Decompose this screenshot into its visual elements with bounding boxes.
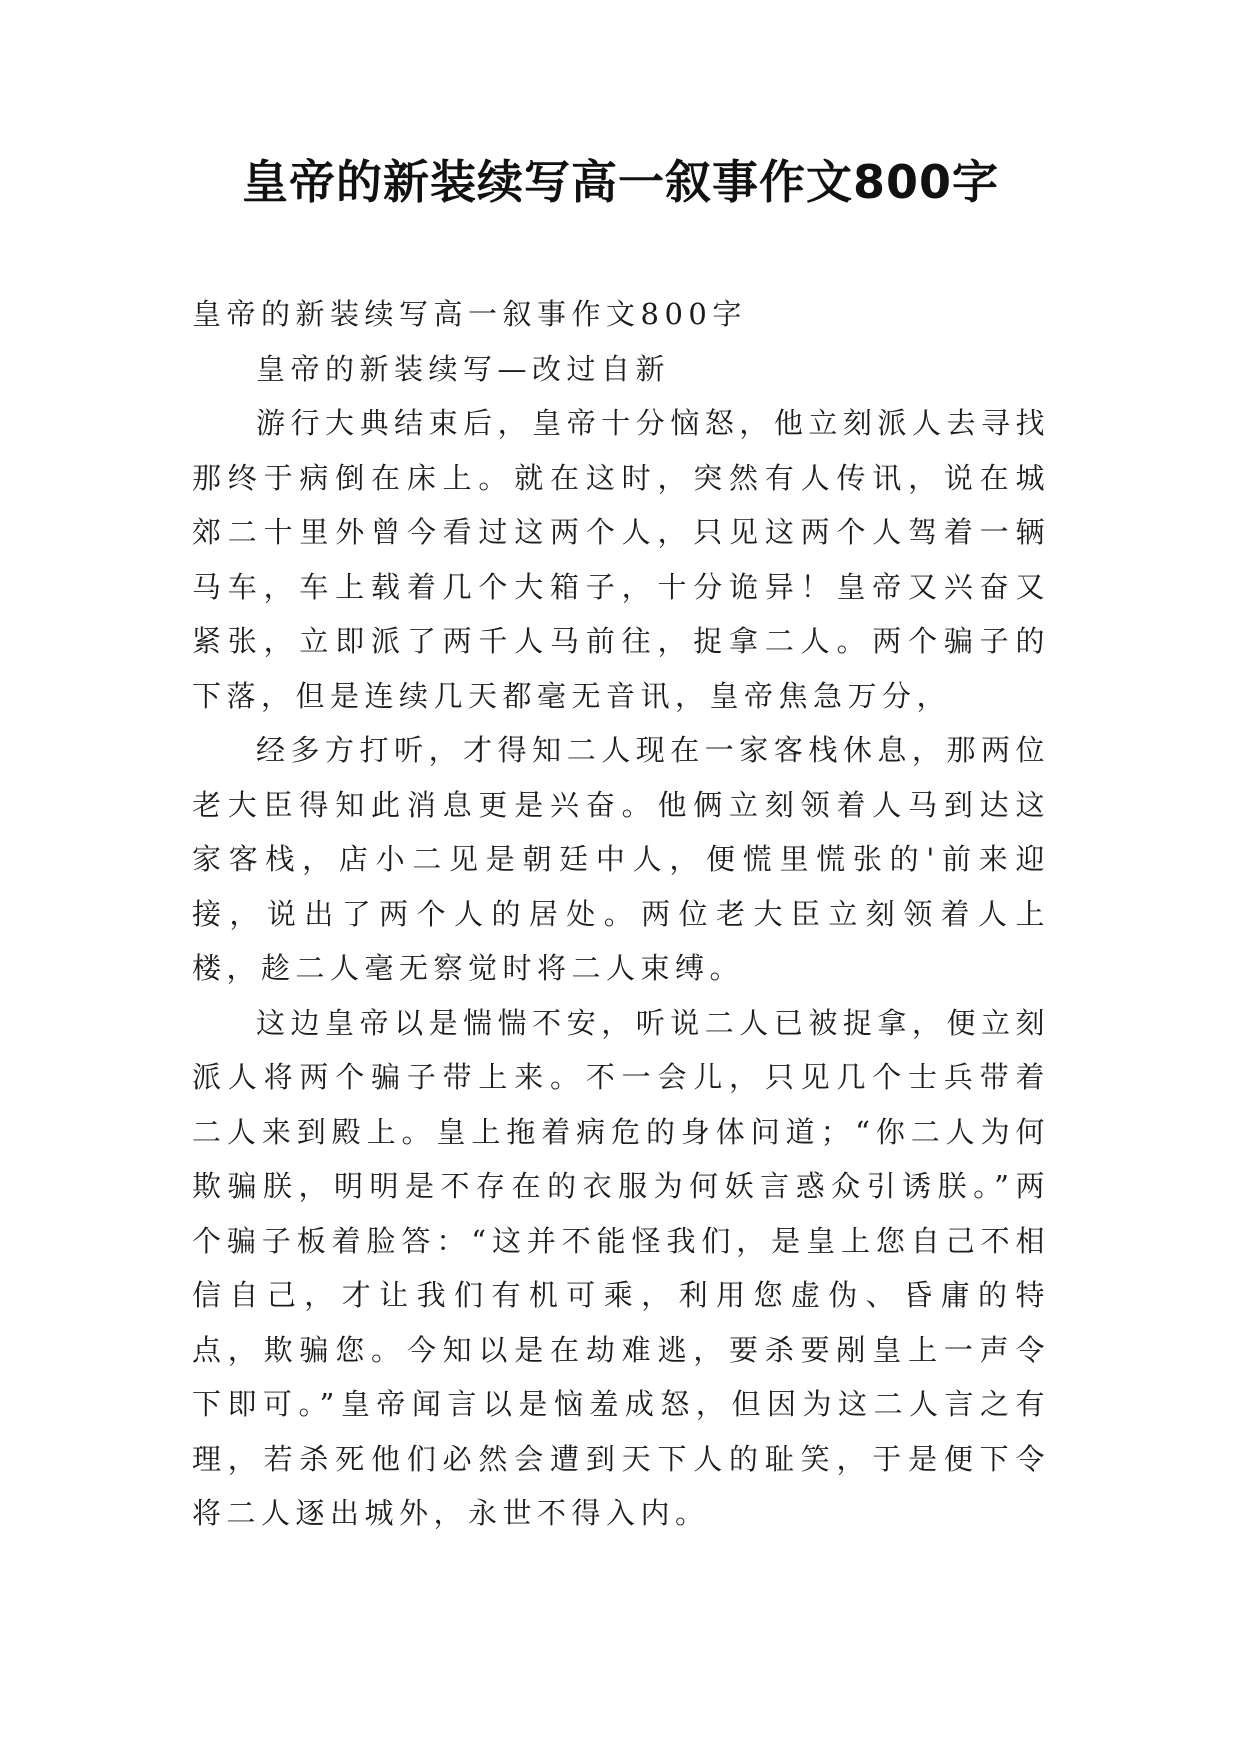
document-body [192,287,1050,1541]
paragraph-subtitle: 皇帝的新装续写—改过自新 [256,351,671,386]
paragraph: 这边皇帝以是惴惴不安，听说二人已被捉拿，便立刻派人将两个骗子带上来。不一会儿，只见几个士兵带着二人来到殿上。皇上拖着病危的身体问道；“你二人为何欺骗朕，明明是不存在的衣服为何妖言惑众引诱朕。”两个骗子板着脸答：“这并不能怪我们，是皇上您自己不相信自己，才让我们有机可乘，利用您虚伪、昏庸的特点，欺骗您。今知以是在劫难逃，要杀要剐皇上一声令下即可。”皇帝闻言以是恼羞成怒，但因为这二人言之有理，若杀死他们必然会遭到天下人的耻笑，于是便下令将二人逐出城外，永世不得入内。 [192,1005,1050,1530]
paragraph: 经多方打听，才得知二人现在一家客栈休息，那两位老大臣得知此消息更是兴奋。他俩立刻领着人马到达这家客栈，店小二见是朝廷中人，便慌里慌张的'前来迎接，说出了两个人的居处。两位老大臣立刻领着人上楼，趁二人毫无察觉时将二人束缚。 [192,733,1050,985]
document-title: 皇帝的新装续写高一叙事作文800字 [241,155,1000,209]
paragraph-heading: 皇帝的新装续写高一叙事作文800字 [192,297,747,331]
paragraph: 游行大典结束后，皇帝十分恼怒，他立刻派人去寻找那终于病倒在床上。就在这时，突然有人传讯，说在城郊二十里外曾今看过这两个人，只见这两个人驾着一辆马车，车上载着几个大箱子，十分诡异！皇帝又兴奋又紧张，立即派了两千人马前往，捉拿二人。两个骗子的下落，但是连续几天都毫无音讯，皇帝焦急万分， [192,406,1050,713]
